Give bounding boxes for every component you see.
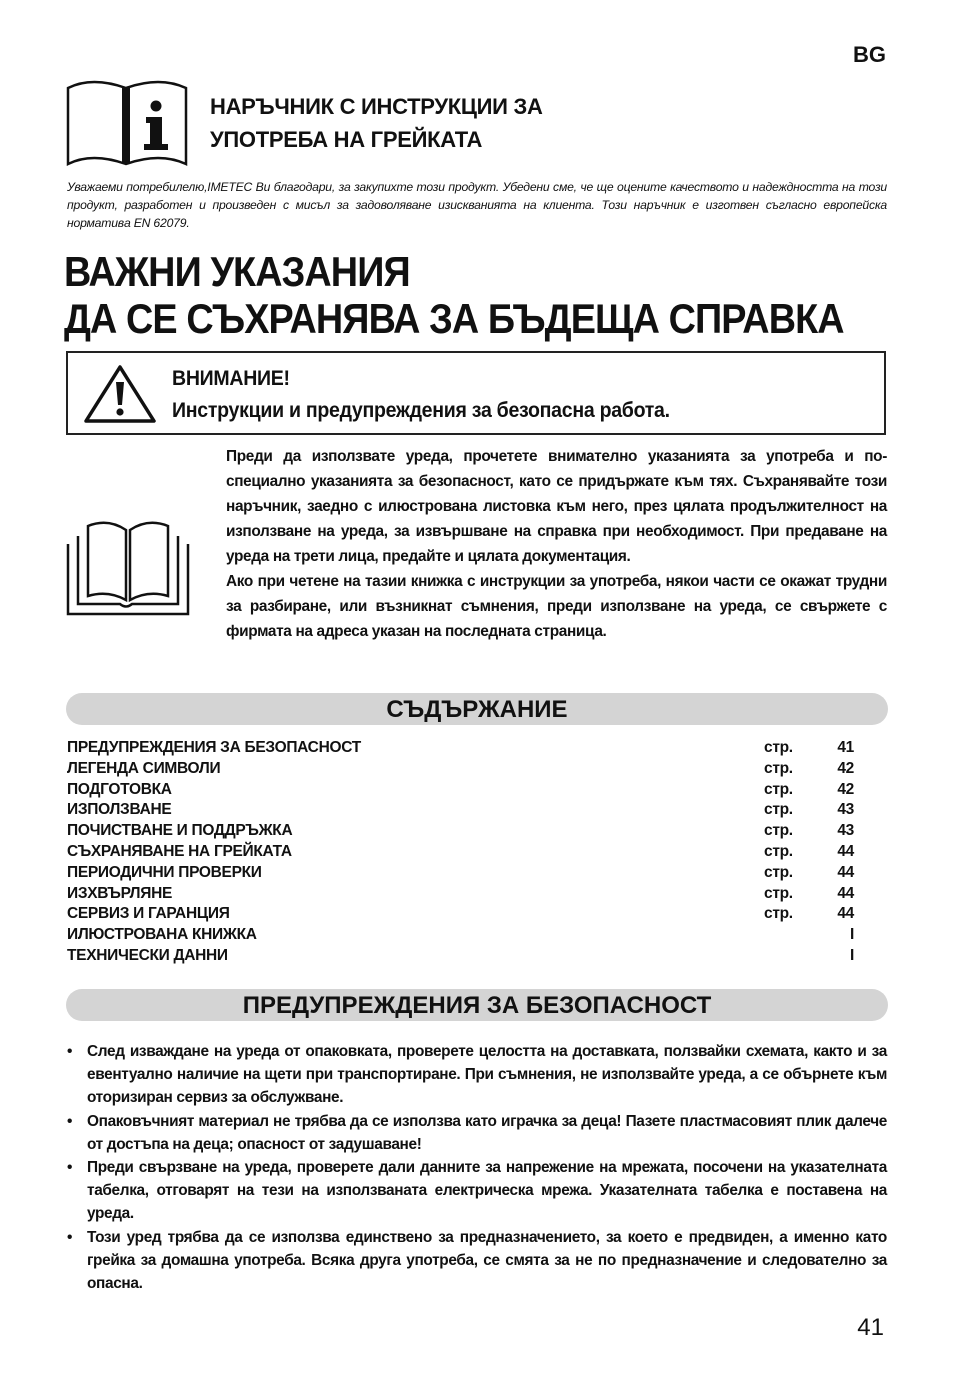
safety-item xyxy=(67,1110,887,1156)
safety-item-text: Преди свързване на уреда, проверете дали данните за напрежение на мрежата, посочени на указателната табелка, отговарят на тези на използваната електрическа мрежа. Указателната табелка е поставена на уреда. xyxy=(87,1159,887,1223)
toc-row xyxy=(67,759,857,780)
toc-title: ПОЧИСТВАНЕ И ПОДДРЪЖКА xyxy=(67,822,293,840)
toc-title: ПРЕДУПРЕЖДЕНИЯ ЗА БЕЗОПАСНОСТ xyxy=(67,739,361,756)
pre-use-instructions xyxy=(226,444,887,644)
info-manual-icon xyxy=(66,76,188,171)
warning-heading: ВНИМАНИЕ! xyxy=(172,367,290,390)
toc-title: ЛЕГЕНДА СИМВОЛИ xyxy=(67,759,221,777)
toc-page-number: I xyxy=(849,946,854,964)
toc-page-prefix: стр. xyxy=(764,822,793,840)
warning-text xyxy=(172,363,670,427)
pre-use-paragraph-2: Ако при четене на тазии книжка с инструкции за употреба, някои части се окажат трудни за разбиране, или възникнат съмнения, преди използване на уреда, се свържете с фирмата на адреса указан на последната страница. xyxy=(226,573,887,640)
bullet-icon: • xyxy=(67,1043,73,1060)
contents-heading: СЪДЪРЖАНИЕ xyxy=(66,693,888,725)
toc-title: СЕРВИЗ И ГАРАНЦИЯ xyxy=(67,905,230,923)
toc-row xyxy=(67,821,857,842)
toc-title: ИЗХВЪРЛЯНЕ xyxy=(67,884,173,902)
toc-title: ПОДГОТОВКА xyxy=(67,780,172,798)
safety-item xyxy=(67,1226,887,1296)
toc-row xyxy=(67,904,857,925)
toc-page-prefix: стр. xyxy=(764,863,793,881)
intro-text: Уважаеми потребилелю,IMETEC Ви благодари, за закупихте този продукт. Убедени сме, че ще оцените качеството и надеждността на този продукт, разработен и произведен с мисъл за задоволяване изискванията на клиента. Този наръчник е изготвен съгласно европейска нормативa EN 62079. xyxy=(67,180,887,230)
toc-row xyxy=(67,780,857,801)
toc-page-number: 44 xyxy=(837,884,854,902)
toc-page-prefix: стр. xyxy=(764,780,793,798)
safety-item-text: След изваждане на уреда от опаковката, проверете целостта на доставката, ползвайки схемата, както и за евентуално наличие на щети при транспортиране. При съмнения, не използвайте уреда, а се обърнете към оторизиран сервиз за обслужване. xyxy=(87,1043,887,1107)
toc-page-prefix: стр. xyxy=(764,801,793,819)
toc-page-prefix: стр. xyxy=(764,905,793,923)
open-book-icon xyxy=(66,516,190,621)
toc-row xyxy=(67,863,857,884)
toc-page-number: 42 xyxy=(837,780,854,798)
toc-page-number: 44 xyxy=(837,842,854,860)
toc-page-prefix: стр. xyxy=(764,739,793,756)
toc-row xyxy=(67,800,857,821)
toc-title: ТЕХНИЧЕСКИ ДАННИ xyxy=(67,946,228,964)
toc-page-prefix: стр. xyxy=(764,759,793,777)
toc-title: ИЗПОЛЗВАНЕ xyxy=(67,801,172,819)
toc-title: СЪХРАНЯВАНЕ НА ГРЕЙКАТА xyxy=(67,842,292,860)
pre-use-paragraph-1: Преди да използвате уреда, прочетете внимателно указанията за употреба и по-специално указанията за безопасност, като се придържате към тях. Съхранявайте този наръчник, заедно с илюстрована листовка към него, през цялата продължителност на използване на уреда, за извършване на справка при необходимост. При предаване на уреда на трети лица, предайте и цялата документация. xyxy=(226,448,887,565)
toc-row xyxy=(67,884,857,905)
toc-page-number: 43 xyxy=(837,801,854,819)
toc-page-number: 43 xyxy=(837,822,854,840)
toc-row xyxy=(67,842,857,863)
table-of-contents xyxy=(67,738,857,967)
toc-row xyxy=(67,738,857,759)
bullet-icon: • xyxy=(67,1228,73,1246)
toc-page-prefix: стр. xyxy=(764,884,793,902)
main-title xyxy=(64,248,844,342)
main-title-line-2: ДА СЕ СЪХРАНЯВА ЗА БЪДЕЩА СПРАВКА xyxy=(64,295,844,342)
toc-title: ИЛЮСТРОВАНА КНИЖКА xyxy=(67,926,257,944)
toc-page-prefix: стр. xyxy=(764,842,793,860)
toc-page-number: 41 xyxy=(837,739,854,756)
toc-row xyxy=(67,946,857,967)
safety-item-text: Опаковъчният материал не трябва да се използва като играчка за деца! Пазете пластмасовият плик далече от достъпа на деца; опасност от задушаване! xyxy=(87,1112,887,1153)
toc-row xyxy=(67,925,857,946)
bullet-icon: • xyxy=(67,1159,73,1177)
manual-title xyxy=(210,90,543,156)
manual-title-line-1: НАРЪЧНИК С ИНСТРУКЦИИ ЗА xyxy=(210,94,543,119)
safety-item-text: Този уред трябва да се използва единствено за предназначението, за което е предвиден, а именно като грейка за домашна употреба. Всяка друга употреба, се смята за не по предназначение и следователно за опасна. xyxy=(87,1228,887,1293)
toc-page-number: 42 xyxy=(837,759,854,777)
safety-heading: ПРЕДУПРЕЖДЕНИЯ ЗА БЕЗОПАСНОСТ xyxy=(66,989,888,1021)
main-title-line-1: ВАЖНИ УКАЗАНИЯ xyxy=(64,248,410,295)
safety-item xyxy=(67,1040,887,1110)
toc-page-number: 44 xyxy=(837,905,854,923)
warning-subtitle: Инструкции и предупреждения за безопасна работа. xyxy=(172,399,670,422)
toc-title: ПЕРИОДИЧНИ ПРОВЕРКИ xyxy=(67,863,262,881)
manual-title-line-2: УПОТРЕБА НА ГРЕЙКАТА xyxy=(210,127,483,152)
safety-warnings-list xyxy=(67,1040,887,1295)
toc-page-number: I xyxy=(849,926,854,944)
language-code: BG xyxy=(853,42,886,67)
toc-page-number: 44 xyxy=(837,863,854,881)
warning-box xyxy=(66,351,886,435)
warning-triangle-icon xyxy=(83,363,157,430)
page-number: 41 xyxy=(857,1314,884,1341)
safety-item xyxy=(67,1156,887,1226)
bullet-icon: • xyxy=(67,1112,73,1130)
